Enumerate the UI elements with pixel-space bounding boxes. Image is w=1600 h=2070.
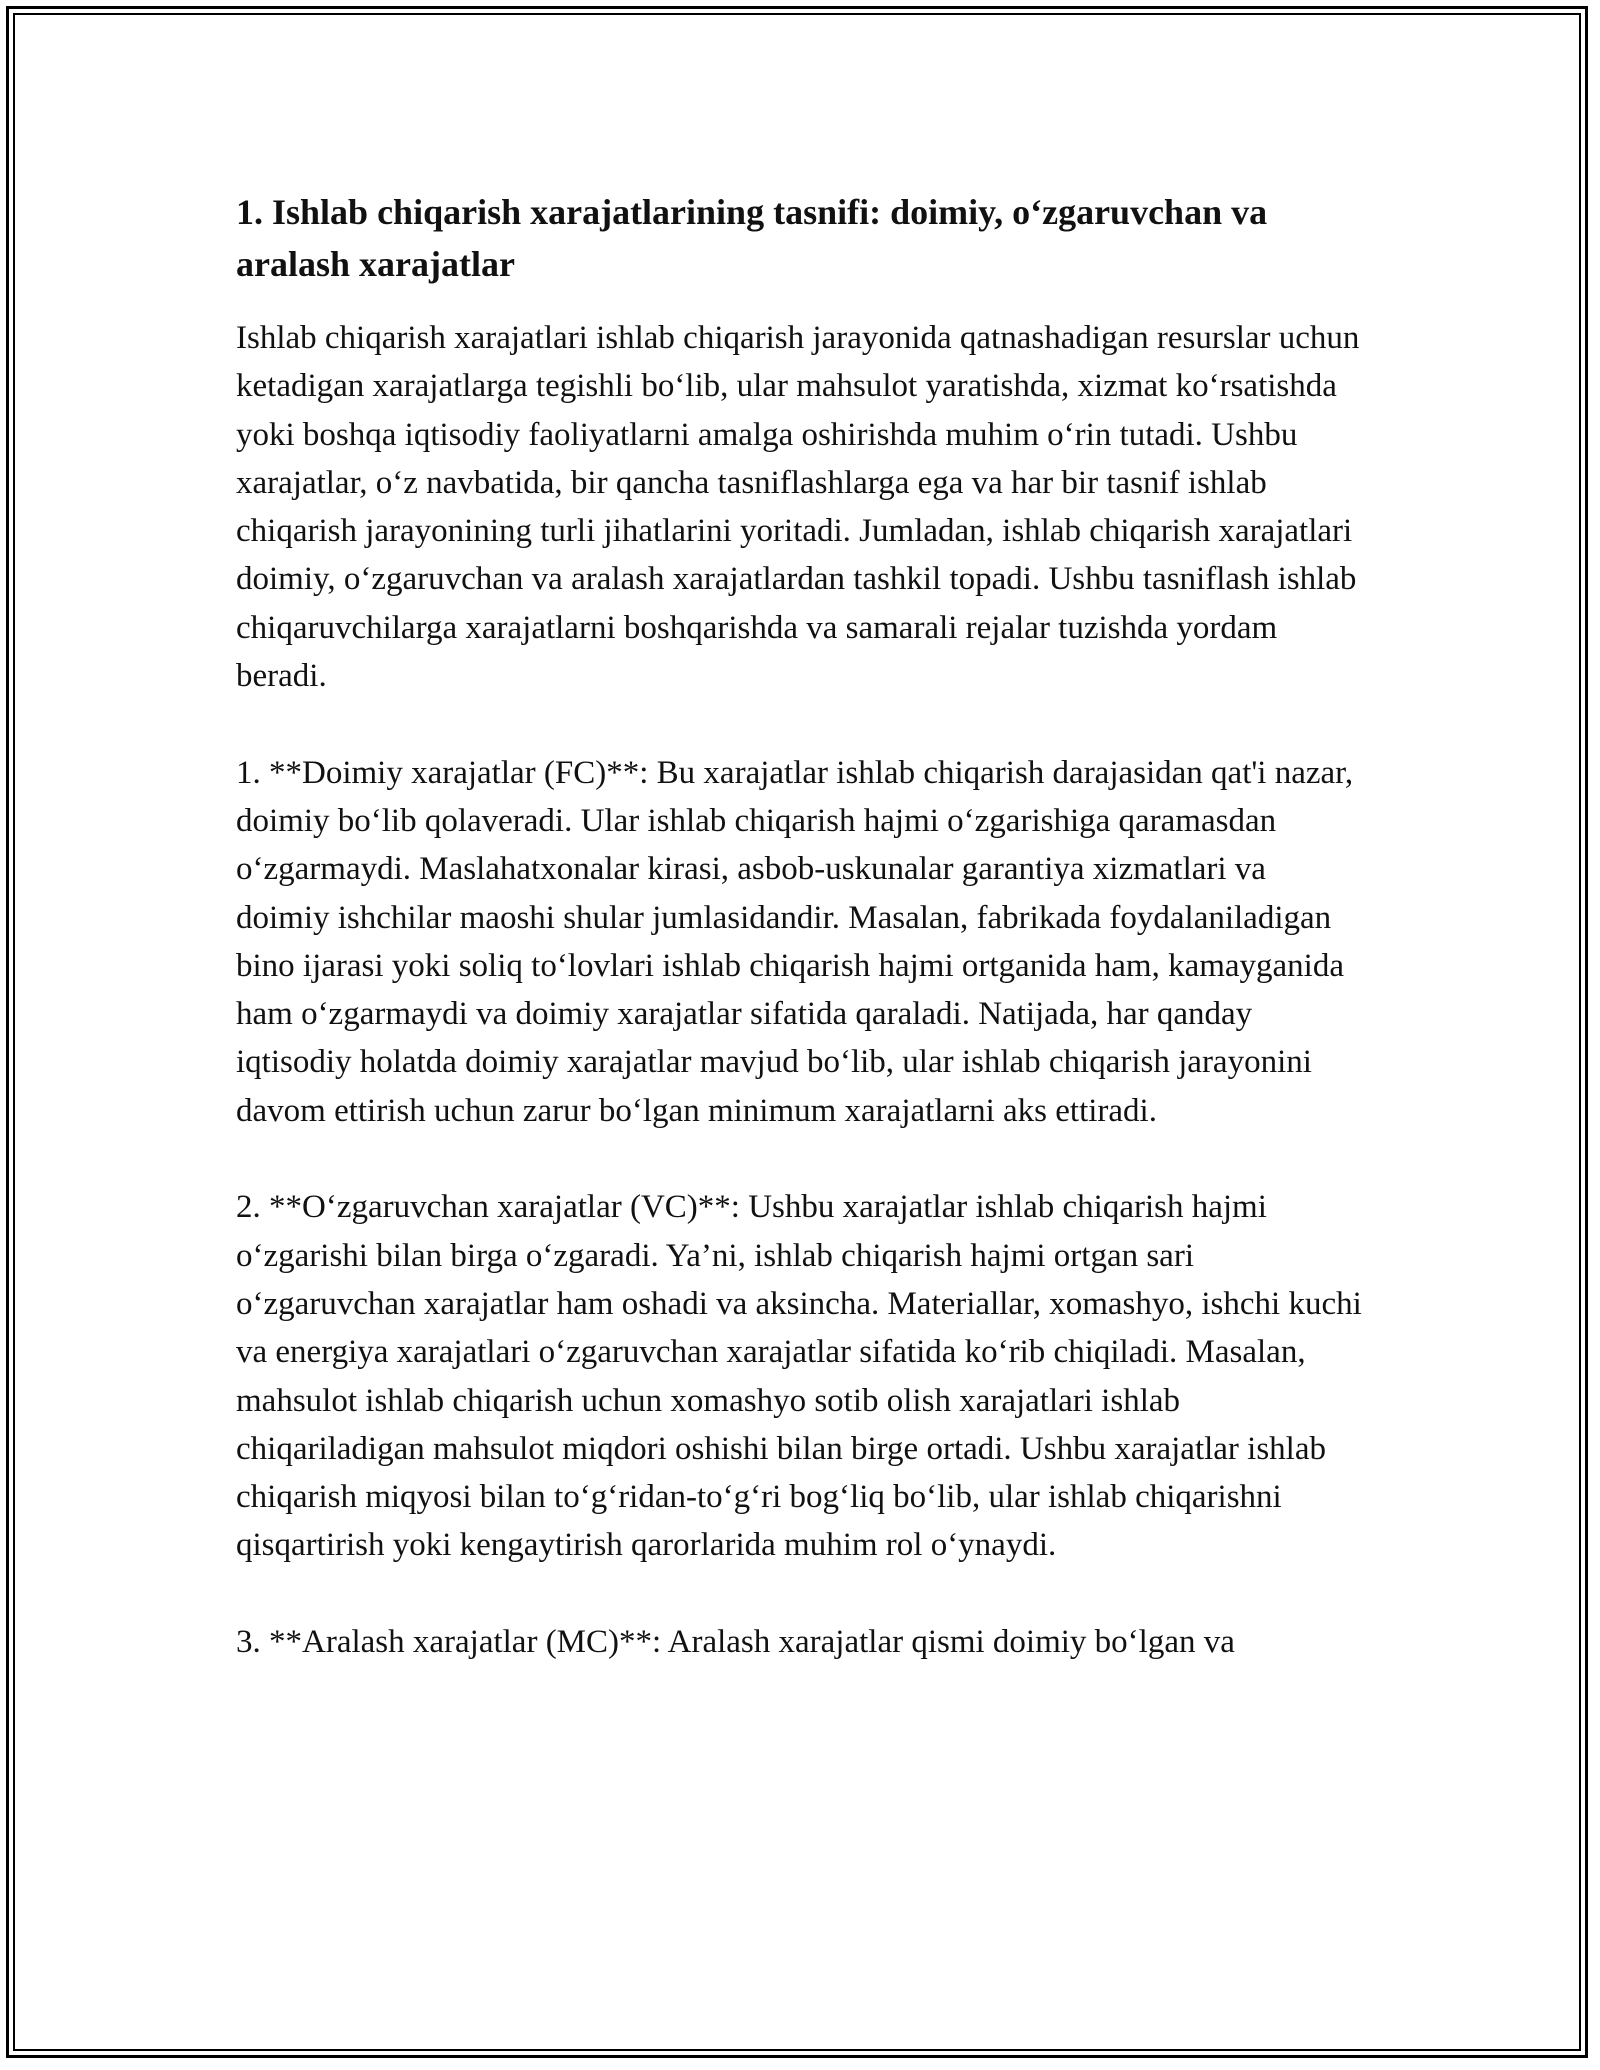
fixed-costs-paragraph: 1. **Doimiy xarajatlar (FC)**: Bu xarajatlar ishlab chiqarish darajasidan qat'i nazar, doimiy bo‘lib qolaveradi. Ular ishlab chiqarish hajmi o‘zgarishiga qaramasdan o‘zgarmaydi. Maslahatxonalar kirasi, asbob-uskunalar garantiya xizmatlari va doimiy ishchilar maoshi shular jumlasidandir. Masalan, fabrikada foydalaniladigan bino ijarasi yoki soliq to‘lovlari ishlab chiqarish hajmi ortganida ham, kamayganida ham o‘zgarmaydi va doimiy xarajatlar sifatida qaraladi. Natijada, har qanday iqtisodiy holatda doimiy xarajatlar mavjud bo‘lib, ular ishlab chiqarish jarayonini davom ettirish uchun zarur bo‘lgan minimum xarajatlarni aks ettiradi. <box>236 754 1354 1129</box>
intro-paragraph: Ishlab chiqarish xarajatlari ishlab chiqarish jarayonida qatnashadigan resurslar uchun ketadigan xarajatlarga tegishli bo‘lib, ular mahsulot yaratishda, xizmat ko‘rsatishda yoki boshqa iqtisodiy faoliyatlarni amalga oshirishda muhim o‘rin tutadi. Ushbu xarajatlar, o‘z navbatida, bir qancha tasniflashlarga ega va har bir tasnif ishlab chiqarish jarayonining turli jihatlarini yoritadi. Jumladan, ishlab chiqarish xarajatlari doimiy, o‘zgaruvchan va aralash xarajatlardan tashkil topadi. Ushbu tasniflash ishlab chiqaruvchilarga xarajatlarni boshqarishda va samarali rejalar tuzishda yordam beradi. <box>236 320 1360 695</box>
document-title: 1. Ishlab chiqarish xarajatlarining tasnifi: doimiy, o‘zgaruvchan va aralash xarajatlar <box>236 192 1268 284</box>
mixed-costs-paragraph: 3. **Aralash xarajatlar (MC)**: Aralash xarajatlar qismi doimiy bo‘lgan va <box>236 1624 1235 1661</box>
variable-costs-paragraph: 2. **O‘zgaruvchan xarajatlar (VC)**: Ushbu xarajatlar ishlab chiqarish hajmi o‘zgarishi bilan birga o‘zgaradi. Ya’ni, ishlab chiqarish hajmi ortgan sari o‘zgaruvchan xarajatlar ham oshadi va aksincha. Materiallar, xomashyo, ishchi kuchi va energiya xarajatlari o‘zgaruvchan xarajatlar sifatida ko‘rib chiqiladi. Masalan, mahsulot ishlab chiqarish uchun xomashyo sotib olish xarajatlari ishlab chiqariladigan mahsulot miqdori oshishi bilan birge ortadi. Ushbu xarajatlar ishlab chiqarish miqyosi bilan to‘g‘ridan-to‘g‘ri bog‘liq bo‘lib, ular ishlab chiqarishni qisqartirish yoki kengaytirish qarorlarida muhim rol o‘ynaydi. <box>236 1189 1362 1564</box>
document-body <box>236 186 1366 1715</box>
